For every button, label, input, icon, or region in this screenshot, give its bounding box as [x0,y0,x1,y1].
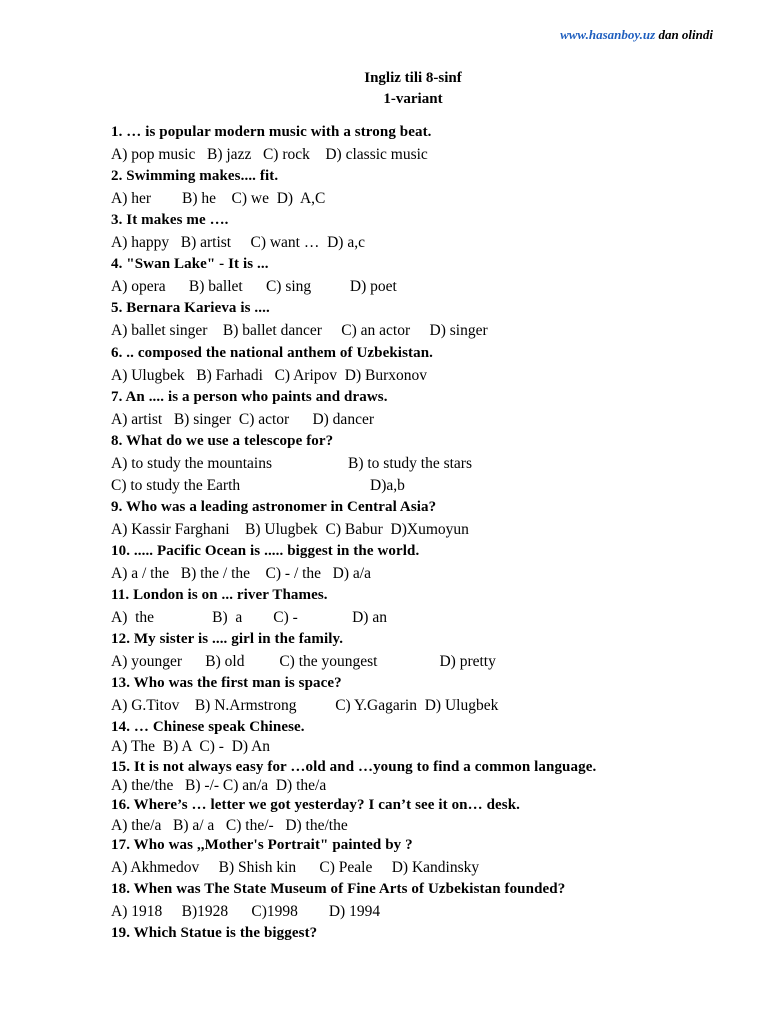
answers-9: A) Kassir Farghani B) Ulugbek C) Babur D)Xumoyun [111,521,469,538]
question-4: 4. "Swan Lake" - It is ... [111,256,269,272]
answers-10: A) a / the B) the / the C) - / the D) a/a [111,565,371,582]
answers-2: A) her B) he C) we D) A,C [111,190,326,207]
question-7: 7. An .... is a person who paints and draws. [111,389,388,405]
question-13: 13. Who was the first man is space? [111,675,342,691]
answers-15: A) the/the B) -/- C) an/a D) the/a [111,777,327,794]
question-5: 5. Bernara Karieva is .... [111,300,270,316]
document-title: Ingliz tili 8-sinf [364,70,462,86]
answer-8d: D)a,b [370,477,405,494]
answers-12: A) younger B) old C) the youngest D) pretty [111,653,496,670]
question-3: 3. It makes me …. [111,212,229,228]
question-18: 18. When was The State Museum of Fine Arts of Uzbekistan founded? [111,881,566,897]
answers-13: A) G.Titov B) N.Armstrong C) Y.Gagarin D) Ulugbek [111,697,499,714]
source-suffix: dan olindi [655,27,713,42]
document-variant: 1-variant [383,91,443,107]
question-14: 14. … Chinese speak Chinese. [111,719,305,735]
question-11: 11. London is on ... river Thames. [111,587,328,603]
answers-1: A) pop music B) jazz C) rock D) classic music [111,146,428,163]
question-15: 15. It is not always easy for …old and …young to find a common language. [111,759,597,775]
question-6: 6. .. composed the national anthem of Uzbekistan. [111,345,433,361]
answer-8b: B) to study the stars [348,455,472,472]
answers-16: A) the/a B) a/ a C) the/- D) the/the [111,817,348,834]
answers-14: A) The B) A C) - D) An [111,738,271,755]
question-2: 2. Swimming makes.... fit. [111,168,279,184]
source-link[interactable]: www.hasanboy.uz [560,27,656,42]
question-8: 8. What do we use a telescope for? [111,433,334,449]
answers-11: A) the B) a C) - D) an [111,609,387,626]
question-9: 9. Who was a leading astronomer in Central Asia? [111,499,437,515]
answers-6: A) Ulugbek B) Farhadi C) Aripov D) Burxonov [111,367,427,384]
answers-18: A) 1918 B)1928 C)1998 D) 1994 [111,903,381,920]
question-1: 1. … is popular modern music with a strong beat. [111,124,432,140]
answer-8a: A) to study the mountains [111,455,273,472]
question-12: 12. My sister is .... girl in the family. [111,631,344,647]
answers-17: A) Akhmedov B) Shish kin C) Peale D) Kandinsky [111,859,480,876]
question-10: 10. ..... Pacific Ocean is ..... biggest in the world. [111,543,420,559]
answers-7: A) artist B) singer C) actor D) dancer [111,411,374,428]
answer-8c: C) to study the Earth [111,477,241,494]
question-16: 16. Where’s … letter we got yesterday? I can’t see it on… desk. [111,797,521,813]
answers-4: A) opera B) ballet C) sing D) poet [111,278,397,295]
source-header [560,27,713,43]
answers-5: A) ballet singer B) ballet dancer C) an actor D) singer [111,322,488,339]
question-17: 17. Who was ,,Mother's Portrait" painted by ? [111,837,413,853]
question-19: 19. Which Statue is the biggest? [111,925,318,941]
answers-3: A) happy B) artist C) want … D) a,c [111,234,365,251]
